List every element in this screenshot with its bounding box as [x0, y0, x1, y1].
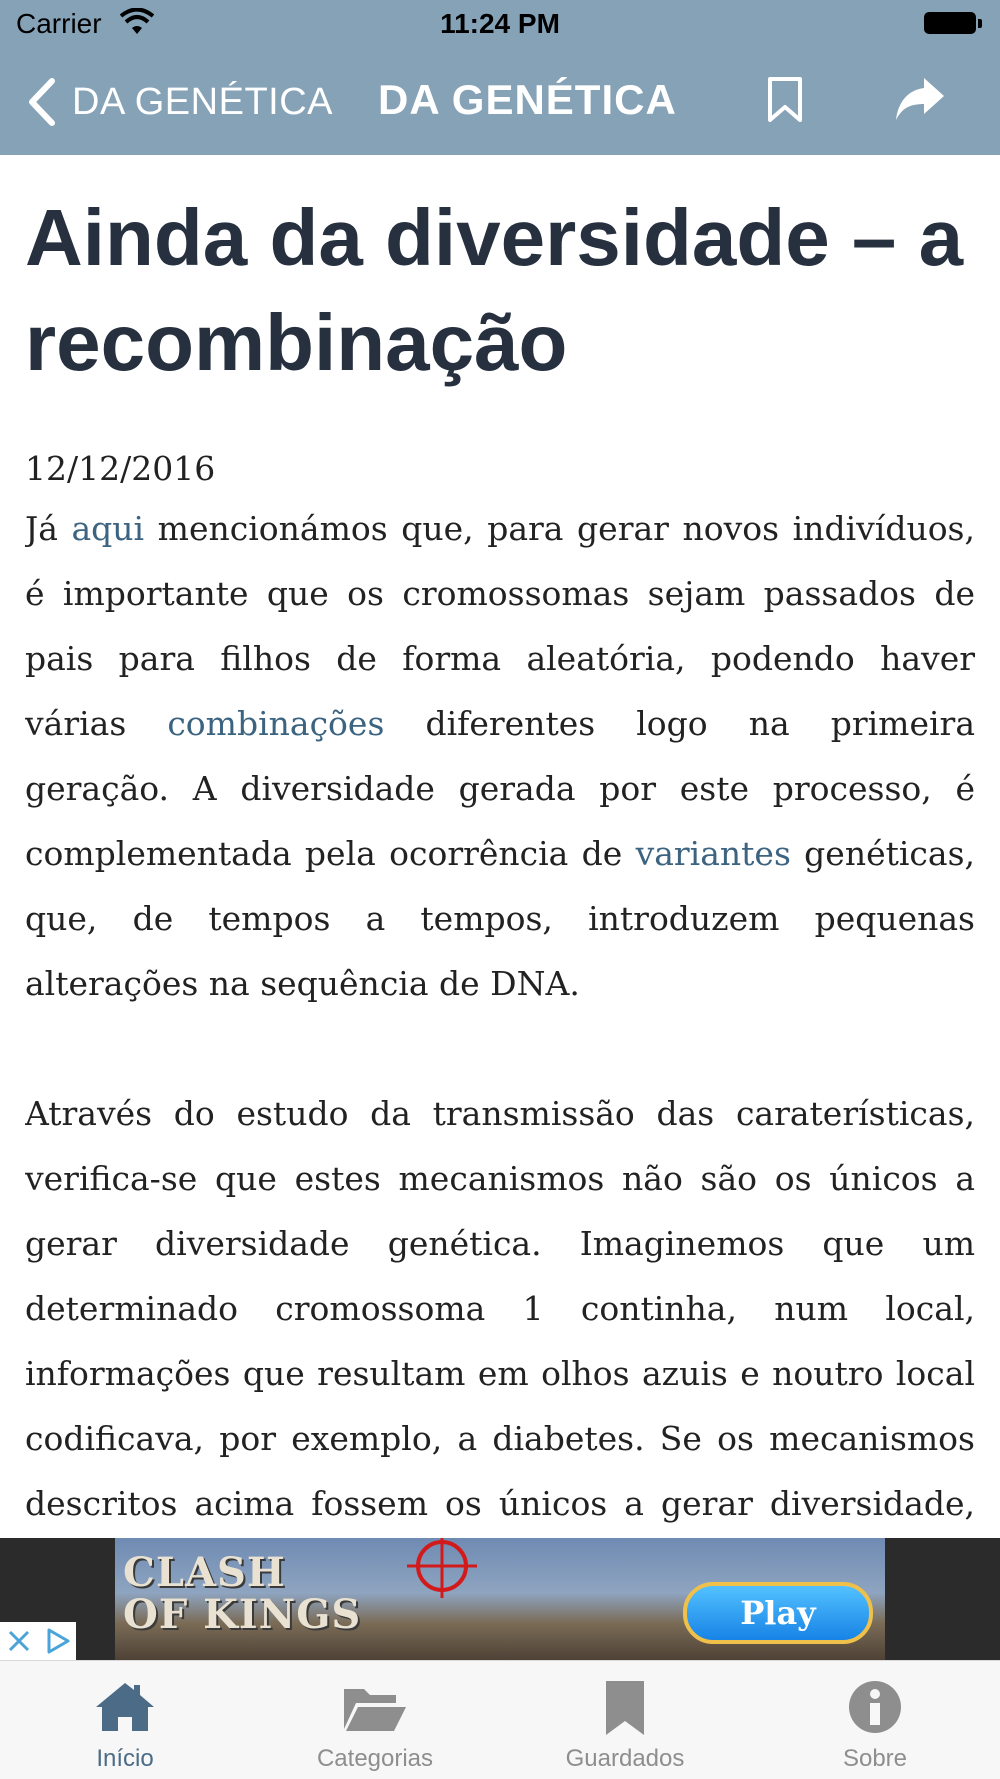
status-time: 11:24 PM: [440, 8, 560, 39]
navigation-bar: [0, 50, 1000, 155]
paragraph-text: Já: [25, 509, 72, 548]
ad-play-button[interactable]: Play: [683, 1582, 873, 1644]
tab-inicio[interactable]: [0, 1661, 250, 1779]
tab-guardados[interactable]: [500, 1661, 750, 1779]
ad-logo: CLASH OF KINGS: [123, 1549, 362, 1638]
article-paragraph: Através do estudo da transmissão das caraterísticas, verifica-se que estes mecanismos não são os únicos a gerar diversidade genética. Imaginemos que um determinado cromossoma 1 continha, num local, informações que resultam em olhos azuis e noutro local codificava, por exemplo, a diabetes. Se os mecanismos descritos acima fossem os únicos a gerar diversidade,: [25, 1094, 975, 1523]
battery-icon: [924, 12, 984, 36]
tab-label: Guardados: [565, 1745, 685, 1772]
tab-label: Início: [96, 1745, 154, 1772]
tab-label: Sobre: [842, 1745, 908, 1772]
article-date: 12/12/2016: [25, 449, 216, 488]
nav-title: DA GENÉTICA: [378, 76, 677, 123]
paragraph-text: diferentes logo na primeira geração. A diversidade gerada por este processo, é complementada pela ocorrência de: [25, 704, 975, 873]
chevron-left-icon: [26, 77, 56, 127]
ad-choices-icon[interactable]: [38, 1622, 76, 1660]
paragraph-text: mencionámos que, para gerar novos indivíduos, é importante que os cromossomas sejam passados de pais para filhos de forma aleatória, podendo haver várias: [25, 509, 975, 743]
article: [25, 155, 975, 1535]
back-button[interactable]: [26, 72, 333, 132]
article-paragraph: [25, 496, 975, 1016]
tab-bar: [0, 1660, 1000, 1779]
link-aqui[interactable]: aqui: [71, 509, 145, 548]
info-icon: [842, 1679, 908, 1735]
status-bar: [0, 0, 1000, 50]
tab-label: Categorias: [316, 1745, 434, 1772]
close-icon[interactable]: [0, 1622, 38, 1660]
tab-categorias[interactable]: [250, 1661, 500, 1779]
link-variantes[interactable]: variantes: [635, 834, 791, 873]
carrier-label: Carrier: [16, 8, 102, 39]
crosshair-icon: [397, 1538, 487, 1608]
bookmark-icon: [592, 1679, 658, 1735]
link-combinacoes[interactable]: combinações: [167, 704, 385, 743]
folder-icon: [342, 1679, 408, 1735]
paragraph-text: genéticas, que, de tempos a tempos, introduzem pequenas alterações na sequência de DNA.: [25, 834, 975, 1003]
ad-banner: [0, 1538, 1000, 1660]
back-label: DA GENÉTICA: [72, 80, 333, 123]
share-icon[interactable]: [894, 76, 946, 122]
tab-sobre[interactable]: [750, 1661, 1000, 1779]
ad-image[interactable]: [115, 1538, 885, 1660]
bookmark-icon[interactable]: [766, 76, 804, 124]
app-header: [0, 0, 1000, 155]
article-title: Ainda da diversidade – a recombinação: [25, 193, 964, 387]
home-icon: [92, 1679, 158, 1735]
